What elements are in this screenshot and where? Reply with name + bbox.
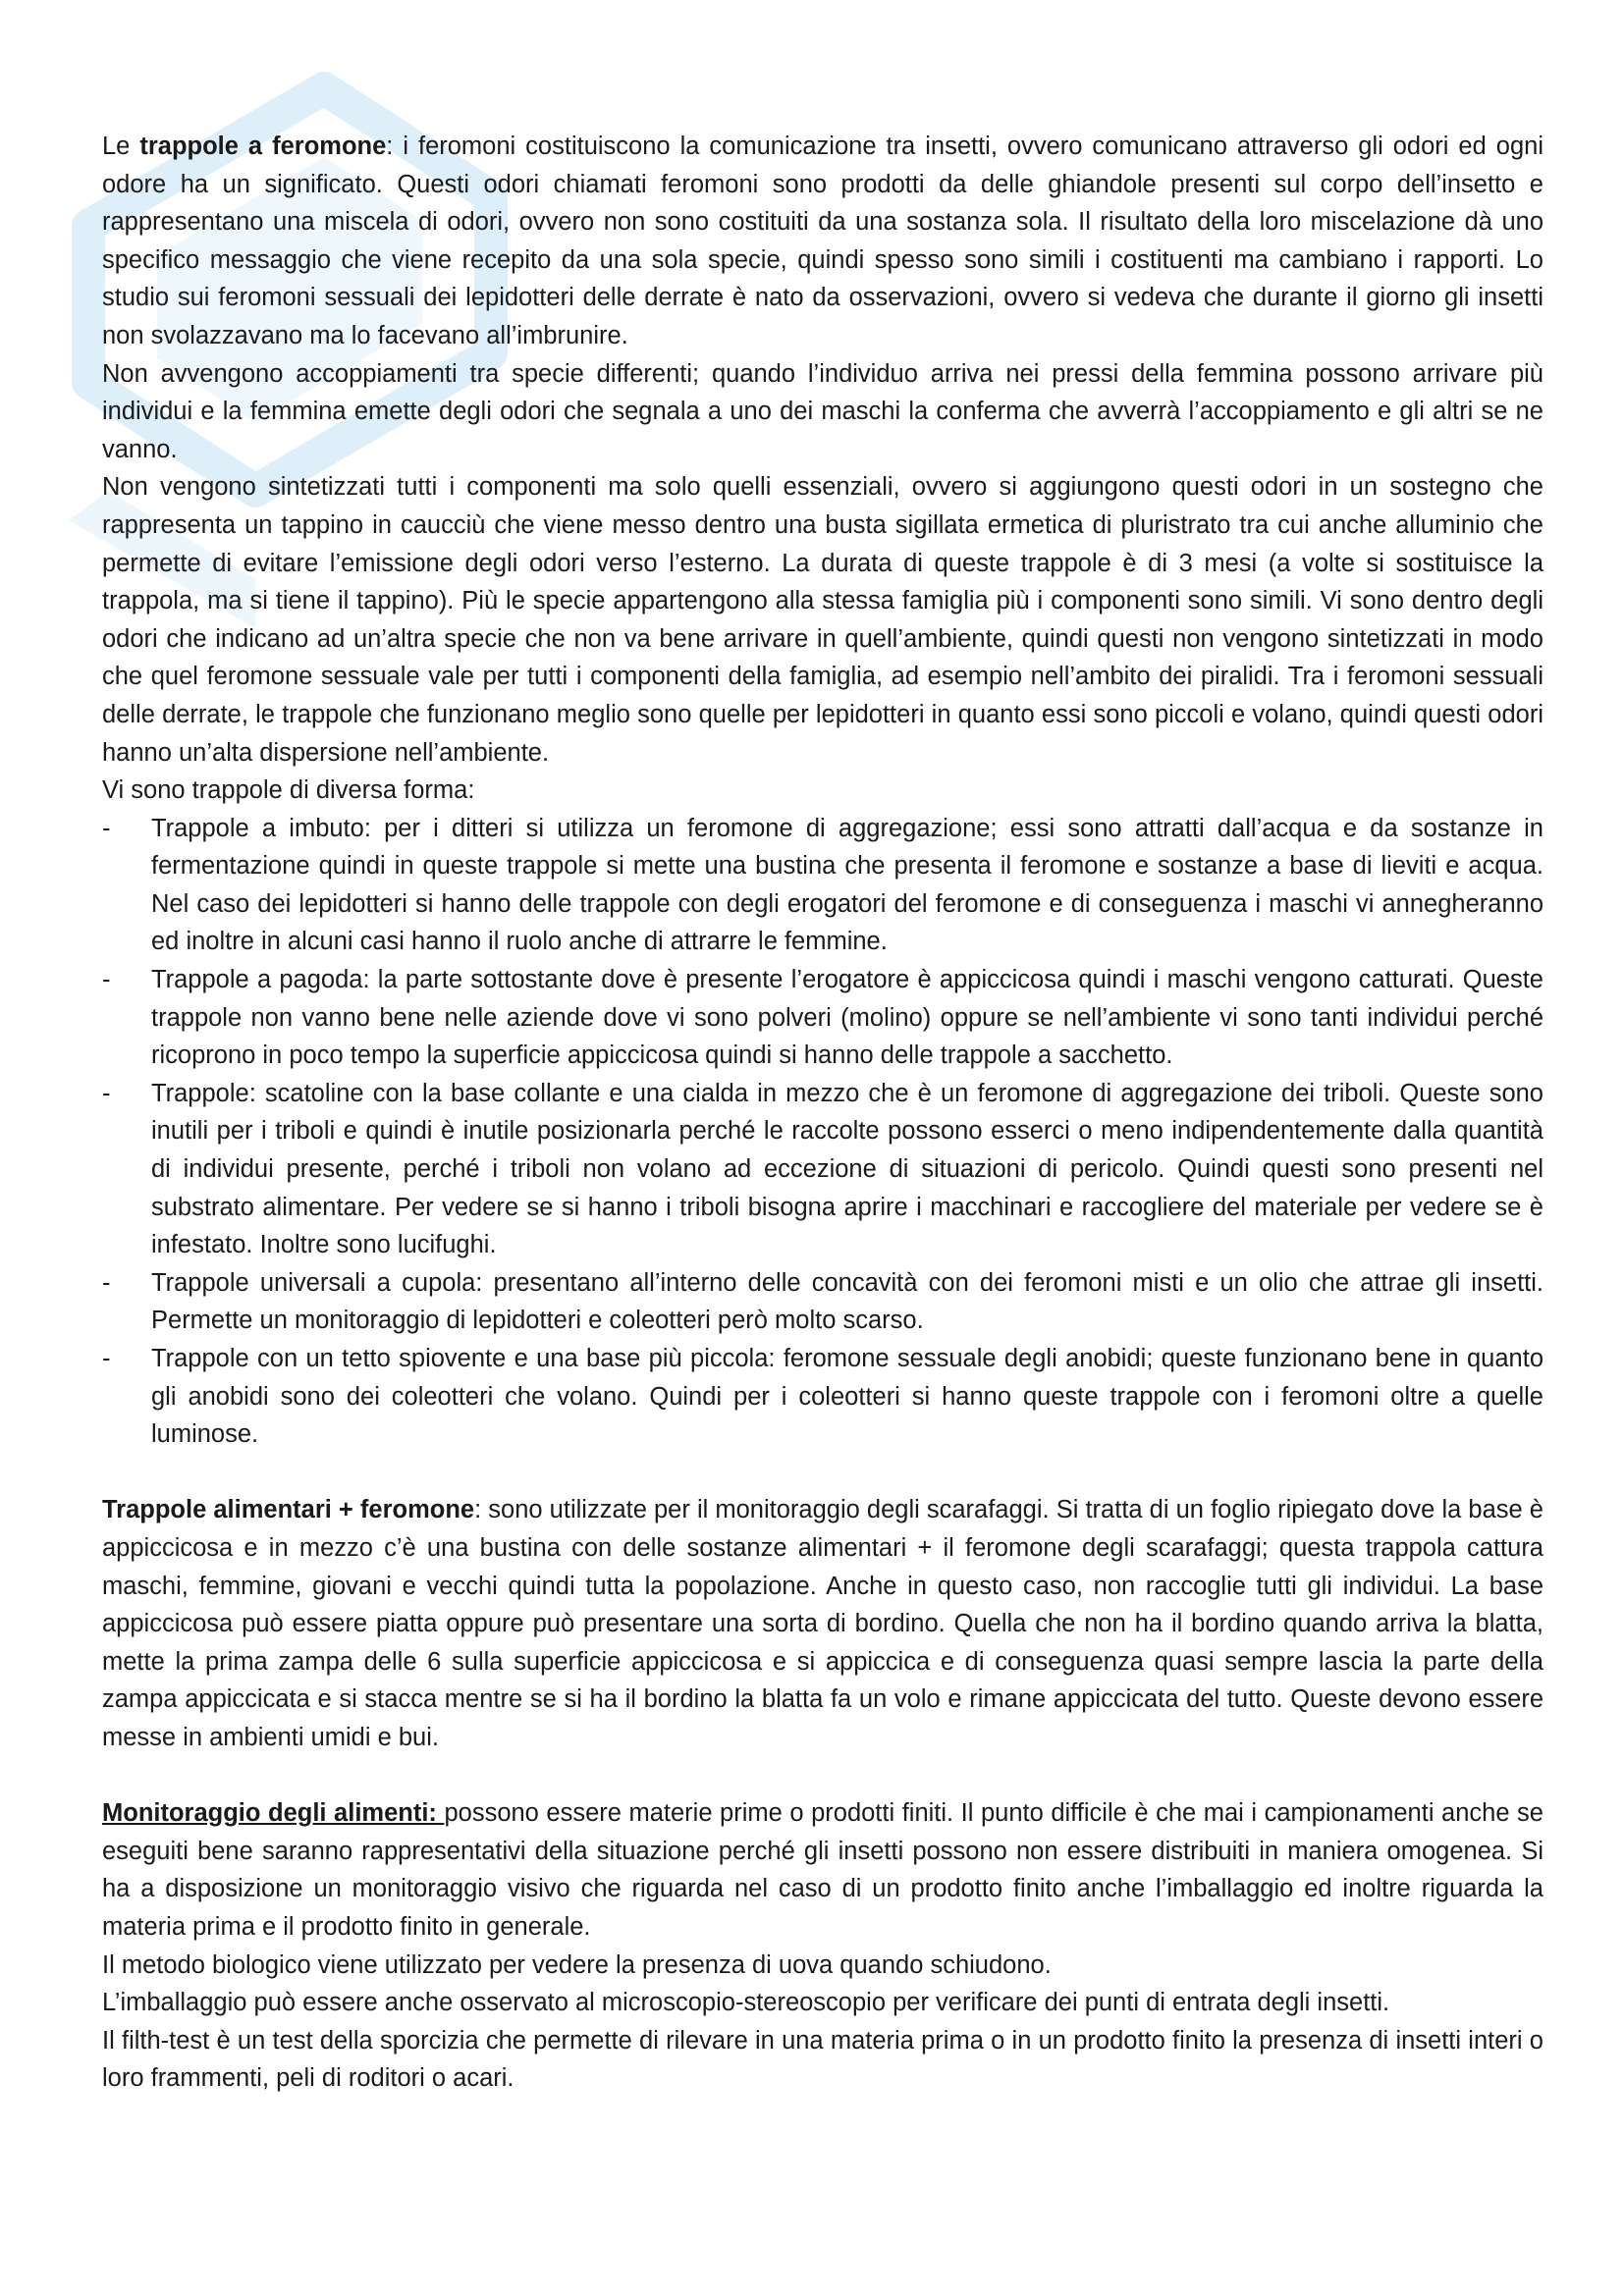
monitoraggio-text: possono essere materie prime o prodotti finiti. Il punto difficile è che mai i campionamenti anche se eseguiti bene saranno rappresentativi della situazione perché gli insetti possono non essere distribuiti in maniera omogenea. Si ha a disposizione un monitoraggio visivo che riguarda nel caso di un prodotto finito anche l’imballaggio ed inoltre riguarda la materia prima e il prodotto finito in generale. <box>102 1799 1543 1941</box>
intro-text: : i feromoni costituiscono la comunicazione tra insetti, ovvero comunicano attraverso gli odori ed ogni odore ha un significato. Questi odori chiamati feromoni sono prodotti da delle ghiandole presenti sul corpo dell’insetto e rappresentano una miscela di odori, ovvero non sono costituiti da una sostanza sola. Il risultato della loro miscelazione dà uno specifico messaggio che viene recepito da una sola specie, quindi spesso sono simili i costituenti ma cambiano i rapporti. Lo studio sui feromoni sessuali dei lepidotteri delle derrate è nato da osservazioni, ovvero si vedeva che durante il giorno gli insetti non svolazzavano ma lo facevano all’imbrunire. <box>102 133 1543 349</box>
paragraph-accoppiamenti: Non avvengono accoppiamenti tra specie differenti; quando l’individuo arriva nei pressi della femmina possono arrivare più individui e la femmina emette degli odori che segnala a uno dei maschi la conferma che avverrà l’accoppiamento e gli altri se ne vanno. <box>102 359 1543 463</box>
bullet-dash: - <box>102 814 111 842</box>
bullet-dash: - <box>102 1345 111 1372</box>
bullet-dash: - <box>102 1268 111 1297</box>
list-item-text: Trappole a imbuto: per i ditteri si utilizza un feromone di aggregazione; essi sono attratti dall’acqua e da sostanze in fermentazione quindi in queste trappole si mette una bustina che presenta il feromone e sostanze a base di lieviti e acqua. Nel caso dei lepidotteri si hanno delle trappole con degli erogatori del feromone e di conseguenza i maschi vi annegheranno ed inoltre in alcuni casi hanno il ruolo anche di attrarre le femmine. <box>151 814 1543 956</box>
paragraph-metodo-biologico: Il metodo biologico viene utilizzato per vedere la presenza di uova quando schiudono. <box>102 1950 1052 1979</box>
document-body <box>102 128 1543 2098</box>
list-item <box>102 961 1543 1075</box>
term-trappole-alimentari: Trappole alimentari + feromone <box>102 1496 475 1524</box>
list-item-text: Trappole universali a cupola: presentano all’interno delle concavità con dei feromoni misti e un olio che attrae gli insetti. Permette un monitoraggio di lepidotteri e coleotteri però molto scarso. <box>151 1268 1543 1335</box>
paragraph-alimentari <box>102 1491 1543 1756</box>
alimentari-text: : sono utilizzate per il monitoraggio degli scarafaggi. Si tratta di un foglio ripiegato dove la base è appiccicosa e in mezzo c’è una bustina con delle sostanze alimentari + il feromone degli scarafaggi; questa trappola cattura maschi, femmine, giovani e vecchi quindi tutta la popolazione. Anche in questo caso, non raccoglie tutti gli individui. La base appiccicosa può essere piatta oppure può presentare una sorta di bordino. Quella che non ha il bordino quando arriva la blatta, mette la prima zampa delle 6 sulla superficie appiccicosa e si appiccica e di conseguenza quasi sempre lascia la parte della zampa appiccicata e si stacca mentre se si ha il bordino la blatta fa un volo e rimane appiccicata del tutto. Queste devono essere messe in ambienti umidi e bui. <box>102 1496 1543 1751</box>
list-item-text: Trappole a pagoda: la parte sottostante dove è presente l’erogatore è appiccicosa quindi i maschi vengono catturati. Queste trappole non vanno bene nelle aziende dove vi sono polveri (molino) oppure se nell’ambiente vi sono tanti individui perché ricoprono in poco tempo la superficie appiccicosa quindi si hanno delle trappole a sacchetto. <box>151 966 1543 1070</box>
list-item <box>102 1075 1543 1264</box>
list-item-text: Trappole con un tetto spiovente e una base più piccola: feromone sessuale degli anobidi; queste funzionano bene in quanto gli anobidi sono dei coleotteri che volano. Quindi per i coleotteri si hanno queste trappole con i feromoni oltre a quelle luminose. <box>151 1345 1543 1449</box>
section-spacer <box>102 1757 1543 1795</box>
bullet-dash: - <box>102 1079 111 1107</box>
list-item <box>102 810 1543 961</box>
intro-lead: Le <box>102 133 140 160</box>
list-item-text: Trappole: scatoline con la base collante e una cialda in mezzo che è un feromone di aggregazione dei triboli. Queste sono inutili per i triboli e quindi è inutile posizionarla perché le raccolte possono esserci o meno indipendentemente dalla quantità di individui presente, perché i triboli non volano ad eccezione di situazioni di pericolo. Quindi questi sono presenti nel substrato alimentare. Per vedere se si hanno i triboli bisogna aprire i macchinari e raccogliere del materiale per vedere se è infestato. Inoltre sono lucifughi. <box>151 1079 1543 1259</box>
trap-types-list <box>102 810 1543 1454</box>
list-item <box>102 1340 1543 1454</box>
paragraph-filth-test: Il filth-test è un test della sporcizia che permette di rilevare in una materia prima o in un prodotto finito la presenza di insetti interi o loro frammenti, peli di roditori o acari. <box>102 2026 1543 2093</box>
paragraph-monitoraggio <box>102 1794 1543 1946</box>
intro-paragraph <box>102 128 1543 355</box>
paragraph-imballaggio: L’imballaggio può essere anche osservato al microscopio-stereoscopio per verificare dei punti di entrata degli insetti. <box>102 1989 1390 2017</box>
bullet-dash: - <box>102 966 111 994</box>
section-spacer <box>102 1454 1543 1492</box>
paragraph-componenti: Non vengono sintetizzati tutti i componenti ma solo quelli essenziali, ovvero si aggiungono questi odori in un sostegno che rappresenta un tappino in caucciù che viene messo dentro una busta sigillata ermetica di pluristrato tra cui anche alluminio che permette di evitare l’emissione degli odori verso l’esterno. La durata di queste trappole è di 3 mesi (a volte si sostituisce la trappola, ma si tiene il tappino). Più le specie appartengono alla stessa famiglia più i componenti sono simili. Vi sono dentro degli odori che indicano ad un’altra specie che non va bene arrivare in quell’ambiente, quindi questi non vengono sintetizzati in modo che quel feromone sessuale vale per tutti i componenti della famiglia, ad esempio nell’ambito dei piralidi. Tra i feromoni sessuali delle derrate, le trappole che funzionano meglio sono quelle per lepidotteri in quanto essi sono piccoli e volano, quindi questi odori hanno un’alta dispersione nell’ambiente. <box>102 473 1543 767</box>
paragraph-forme: Vi sono trappole di diversa forma: <box>102 776 475 805</box>
term-trappole-feromone: trappole a feromone <box>139 133 387 160</box>
list-item <box>102 1264 1543 1340</box>
term-monitoraggio-alimenti: Monitoraggio degli alimenti: <box>102 1799 445 1828</box>
